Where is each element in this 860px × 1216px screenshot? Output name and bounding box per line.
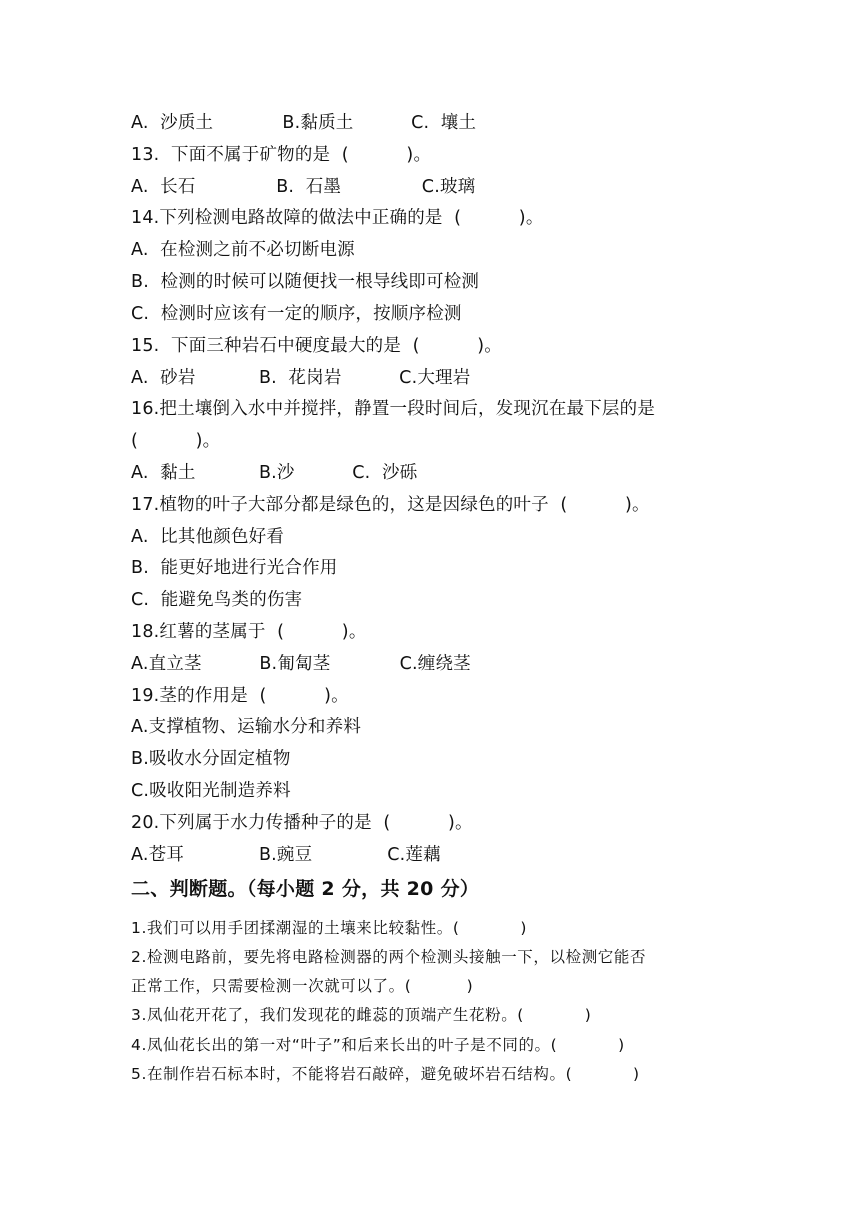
q13-options: A. 长石 B. 石墨 C.玻璃 xyxy=(131,177,476,197)
q18-stem: 18.红薯的茎属于 ( )。 xyxy=(131,622,367,642)
judge-item-4: 4.凤仙花长出的第一对“叶子”和后来长出的叶子是不同的。( ) xyxy=(131,1036,625,1054)
q14-option-b: B. 检测的时候可以随便找一根导线即可检测 xyxy=(131,272,480,292)
q17-option-c: C. 能避免鸟类的伤害 xyxy=(131,590,303,610)
q19-option-b: B.吸收水分固定植物 xyxy=(131,749,291,769)
q14-stem: 14.下列检测电路故障的做法中正确的是 ( )。 xyxy=(131,208,544,228)
q19-option-c: C.吸收阳光制造养料 xyxy=(131,781,291,801)
judge-item-3: 3.凤仙花开花了，我们发现花的雌蕊的顶端产生花粉。( ) xyxy=(131,1006,592,1024)
q20-stem: 20.下列属于水力传播种子的是 ( )。 xyxy=(131,813,473,833)
judge-item-5: 5.在制作岩石标本时，不能将岩石敲碎，避免破坏岩石结构。( ) xyxy=(131,1065,640,1083)
judge-item-1: 1.我们可以用手团揉潮湿的土壤来比较黏性。( ) xyxy=(131,919,527,937)
q20-options: A.苍耳 B.豌豆 C.莲藕 xyxy=(131,845,441,865)
q12-options: A. 沙质土 B.黏质土 C. 壤土 xyxy=(131,113,477,133)
q17-option-b: B. 能更好地进行光合作用 xyxy=(131,558,338,578)
q18-options: A.直立茎 B.匍匐茎 C.缠绕茎 xyxy=(131,654,471,674)
q15-stem: 15. 下面三种岩石中硬度最大的是 ( )。 xyxy=(131,336,502,356)
q14-option-c: C. 检测时应该有一定的顺序，按顺序检测 xyxy=(131,304,462,324)
section-heading: 二、判断题。（每小题 2 分，共 20 分） xyxy=(131,878,480,900)
judge-item-2-cont: 正常工作，只需要检测一次就可以了。( ) xyxy=(131,977,474,995)
q17-stem: 17.植物的叶子大部分都是绿色的，这是因绿色的叶子 ( )。 xyxy=(131,495,650,515)
q19-option-a: A.支撑植物、运输水分和养料 xyxy=(131,717,362,737)
q16-stem-cont: ( )。 xyxy=(131,431,221,451)
q19-stem: 19.茎的作用是 ( )。 xyxy=(131,686,349,706)
judge-item-2: 2.检测电路前，要先将电路检测器的两个检测头接触一下，以检测它能否 xyxy=(131,948,647,966)
q14-option-a: A. 在检测之前不必切断电源 xyxy=(131,240,355,260)
q16-options: A. 黏土 B.沙 C. 沙砾 xyxy=(131,463,418,483)
q13-stem: 13. 下面不属于矿物的是 ( )。 xyxy=(131,145,432,165)
q15-options: A. 砂岩 B. 花岗岩 C.大理岩 xyxy=(131,368,471,388)
q17-option-a: A. 比其他颜色好看 xyxy=(131,527,285,547)
q16-stem: 16.把土壤倒入水中并搅拌，静置一段时间后，发现沉在最下层的是 xyxy=(131,399,656,419)
